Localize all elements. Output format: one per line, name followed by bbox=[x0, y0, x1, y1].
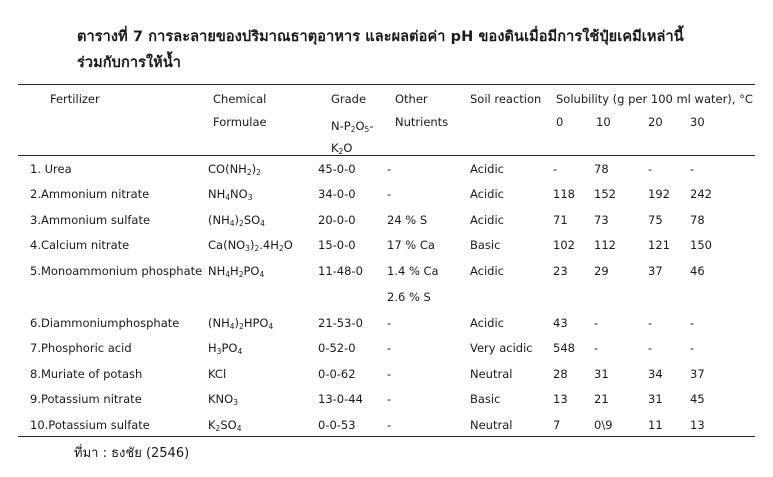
chemical-formula: $(NH_4)_2HPO_4$ bbox=[208, 316, 274, 331]
solubility-0: 13 bbox=[553, 392, 568, 406]
solubility-20: 31 bbox=[648, 392, 663, 406]
fertilizer-name: 9.Potassium nitrate bbox=[30, 392, 142, 406]
soil-reaction: Acidic bbox=[470, 213, 505, 227]
chemical-formula: $H_3PO_4$ bbox=[208, 341, 243, 356]
other-nutrient: - bbox=[387, 418, 392, 432]
solubility-30: - bbox=[690, 316, 695, 330]
grade-value: 45-0-0 bbox=[318, 162, 356, 176]
chemical-formula: KCl bbox=[208, 367, 227, 381]
solubility-10: - bbox=[594, 316, 599, 330]
solubility-10: 73 bbox=[594, 213, 609, 227]
grade-value: 21-53-0 bbox=[318, 316, 363, 330]
header-other: Other bbox=[395, 92, 428, 106]
soil-reaction: Acidic bbox=[470, 264, 505, 278]
solubility-20: 75 bbox=[648, 213, 663, 227]
solubility-20: 11 bbox=[648, 418, 663, 432]
chemical-formula: $NH_4NO_3$ bbox=[208, 187, 253, 202]
grade-value: 34-0-0 bbox=[318, 187, 356, 201]
other-nutrient: - bbox=[387, 162, 392, 176]
grade-value: 15-0-0 bbox=[318, 238, 356, 252]
solubility-0: 548 bbox=[553, 341, 575, 355]
soil-reaction: Acidic bbox=[470, 187, 505, 201]
grade-value: 20-0-0 bbox=[318, 213, 356, 227]
solubility-10: 21 bbox=[594, 392, 609, 406]
fertilizer-name: 3.Ammonium sulfate bbox=[30, 213, 151, 227]
other-nutrient: 1.4 % Ca bbox=[387, 264, 439, 278]
solubility-20: - bbox=[648, 316, 653, 330]
solubility-10: 29 bbox=[594, 264, 609, 278]
solubility-0: 71 bbox=[553, 213, 568, 227]
solubility-10: 78 bbox=[594, 162, 609, 176]
header-temp-0: 0 bbox=[556, 115, 564, 129]
solubility-10: 112 bbox=[594, 238, 616, 252]
other-nutrient: 24 % S bbox=[387, 213, 428, 227]
fertilizer-name: 5.Monoammonium phosphate bbox=[30, 264, 203, 278]
solubility-30: - bbox=[690, 341, 695, 355]
other-nutrient: - bbox=[387, 187, 392, 201]
solubility-20: - bbox=[648, 341, 653, 355]
solubility-30: 37 bbox=[690, 367, 705, 381]
soil-reaction: Neutral bbox=[470, 367, 513, 381]
solubility-0: 28 bbox=[553, 367, 568, 381]
header-grade: Grade bbox=[331, 92, 367, 106]
solubility-0: 43 bbox=[553, 316, 568, 330]
solubility-10: - bbox=[594, 341, 599, 355]
grade-value: 0-0-62 bbox=[318, 367, 356, 381]
header-soil-reaction: Soil reaction bbox=[470, 92, 542, 106]
other-nutrient: 17 % Ca bbox=[387, 238, 435, 252]
header-chemical: Chemical bbox=[213, 92, 267, 106]
chemical-formula: $K_2SO_4$ bbox=[208, 418, 242, 433]
solubility-30: 150 bbox=[690, 238, 712, 252]
solubility-20: 121 bbox=[648, 238, 670, 252]
solubility-0: - bbox=[553, 162, 558, 176]
grade-value: 0-52-0 bbox=[318, 341, 356, 355]
fertilizer-name: 4.Calcium nitrate bbox=[30, 238, 130, 252]
table-caption bbox=[77, 24, 757, 76]
grade-value: 11-48-0 bbox=[318, 264, 363, 278]
chemical-formula: $KNO_3$ bbox=[208, 392, 238, 407]
header-rule bbox=[18, 155, 755, 156]
chemical-formula: $CO(NH_2)_2$ bbox=[208, 162, 261, 177]
header-temp-20: 20 bbox=[648, 115, 663, 129]
solubility-20: 192 bbox=[648, 187, 670, 201]
header-solubility: Solubility (g per 100 ml water), °C bbox=[556, 92, 753, 106]
fertilizer-name: 8.Muriate of potash bbox=[30, 367, 143, 381]
header-fertilizer: Fertilizer bbox=[50, 92, 100, 106]
solubility-30: 242 bbox=[690, 187, 712, 201]
solubility-20: 34 bbox=[648, 367, 663, 381]
caption-line-2: ร่วมกับการให้น้ำ bbox=[77, 55, 181, 71]
chemical-formula: $NH_4H_2PO_4$ bbox=[208, 264, 265, 279]
fertilizer-name: 2.Ammonium nitrate bbox=[30, 187, 150, 201]
solubility-20: 37 bbox=[648, 264, 663, 278]
soil-reaction: Acidic bbox=[470, 316, 505, 330]
soil-reaction: Neutral bbox=[470, 418, 513, 432]
header-temp-10: 10 bbox=[596, 115, 611, 129]
fertilizer-name: 6.Diammoniumphosphate bbox=[30, 316, 180, 330]
solubility-0: 23 bbox=[553, 264, 568, 278]
solubility-30: 78 bbox=[690, 213, 705, 227]
other-nutrient-extra: 2.6 % S bbox=[387, 290, 431, 304]
solubility-30: 46 bbox=[690, 264, 705, 278]
header-formulae: Formulae bbox=[213, 115, 267, 129]
top-rule bbox=[18, 84, 755, 85]
other-nutrient: - bbox=[387, 392, 392, 406]
grade-value: 13-0-44 bbox=[318, 392, 363, 406]
solubility-10: 152 bbox=[594, 187, 616, 201]
solubility-10: 0\9 bbox=[594, 418, 613, 432]
other-nutrient: - bbox=[387, 316, 392, 330]
header-nutrients: Nutrients bbox=[395, 115, 449, 129]
fertilizer-name: 7.Phosphoric acid bbox=[30, 341, 132, 355]
header-temp-30: 30 bbox=[690, 115, 705, 129]
soil-reaction: Acidic bbox=[470, 162, 505, 176]
solubility-10: 31 bbox=[594, 367, 609, 381]
soil-reaction: Basic bbox=[470, 392, 501, 406]
fertilizer-name: 10.Potassium sulfate bbox=[30, 418, 150, 432]
solubility-30: 45 bbox=[690, 392, 705, 406]
caption-line-1: ตารางที่ 7 การละลายของปริมาณธาตุอาหาร และผลต่อค่า pH ของดินเมื่อมีการใช้ปุ๋ยเคมีเหล่านี้ bbox=[77, 29, 684, 45]
chemical-formula: $(NH_4)_2SO_4$ bbox=[208, 213, 265, 228]
solubility-0: 7 bbox=[553, 418, 561, 432]
solubility-0: 102 bbox=[553, 238, 575, 252]
soil-reaction: Basic bbox=[470, 238, 501, 252]
grade-value: 0-0-53 bbox=[318, 418, 356, 432]
table-source: ที่มา : ธงชัย (2546) bbox=[74, 446, 190, 461]
solubility-20: - bbox=[648, 162, 653, 176]
solubility-30: 13 bbox=[690, 418, 705, 432]
solubility-30: - bbox=[690, 162, 695, 176]
chemical-formula: $Ca(NO_3)_2.4H_2O$ bbox=[208, 238, 293, 253]
other-nutrient: - bbox=[387, 367, 392, 381]
other-nutrient: - bbox=[387, 341, 392, 355]
solubility-0: 118 bbox=[553, 187, 575, 201]
fertilizer-name: 1. Urea bbox=[30, 162, 72, 176]
soil-reaction: Very acidic bbox=[470, 341, 533, 355]
bottom-rule bbox=[18, 436, 755, 437]
header-grade-npk: $N-P_2O_5-$ $K_2O$ bbox=[331, 119, 374, 156]
